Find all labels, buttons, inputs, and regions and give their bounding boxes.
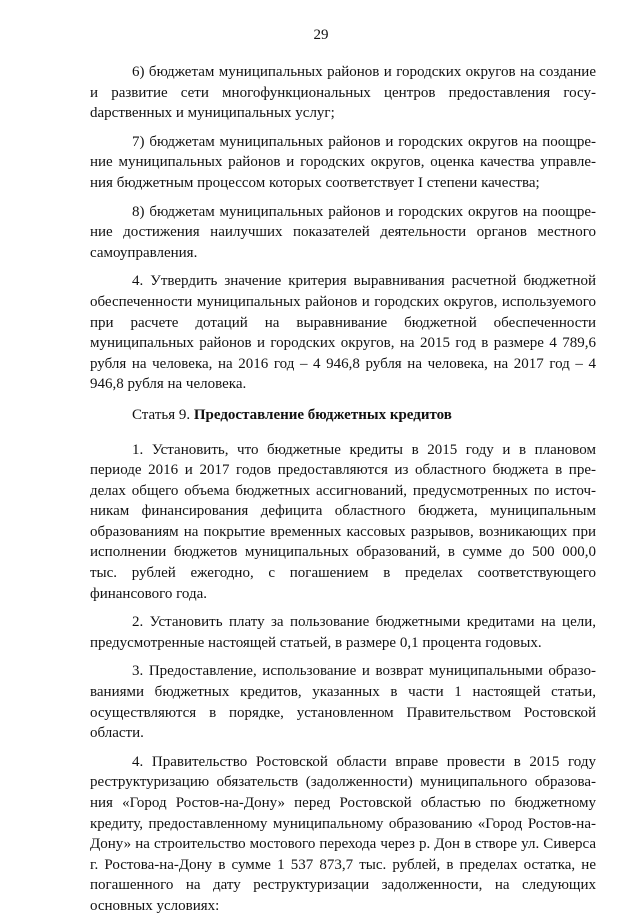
article-heading: [90, 405, 596, 426]
paragraph-article9-point-1: 1. Установить, что бюджетные кредиты в 2015 году и в плановом периоде 2016 и 2017 годов предоставляются из областного бюджета в пределах общего объема бюджетных ассигнований, предусмотренных по источникам финансирования дефицита областного бюджета, муниципальным образованиям на покрытие временных кассовых разрывов, возникающих при исполнении бюджетов муниципальных образований, в сумме до 500 000,0 тыс. рублей ежегодно, с погашением в пределах соответствующего финансового года.: [90, 441, 596, 602]
paragraph-item-6: 6) бюджетам муниципальных районов и городских округов на создание и развитие сети многофункциональных центров предоставления госуdарственных и муниципальных услуг;: [90, 64, 596, 122]
paragraph-point-4-criterion: 4. Утвердить значение критерия выравнивания расчетной бюджетной обеспеченности муниципальных районов и городских округов, используемого при расчете дотаций на выравнивание бюджетной обеспеченности муниципальных районов и городских округов, на 2015 год в размере 4 789,6 рубля на человека, на 2016 год – 4 946,8 рубля на человека, на 2017 год – 4 946,8 рубля на человека.: [90, 273, 596, 393]
paragraph-item-7: 7) бюджетам муниципальных районов и городских округов на поощрение муниципальных районов и городских округов, оценка качества управления бюджетным процессом которых соответствует I степени качества;: [90, 133, 596, 191]
article-title: Предоставление бюджетных кредитов: [193, 406, 452, 423]
paragraph-article9-point-2: 2. Установить плату за пользование бюджетными кредитами на цели, предусмотренные настоящей статьей, в размере 0,1 процента годовых.: [90, 614, 596, 651]
paragraph-item-8: 8) бюджетам муниципальных районов и городских округов на поощрение достижения наилучших показателей деятельности органов местного самоуправления.: [90, 203, 596, 261]
article-number: Статья 9.: [132, 406, 194, 423]
paragraph-article9-point-4: 4. Правительство Ростовской области вправе провести в 2015 году реструктуризацию обязательств (задолженности) муниципального образования «Город Ростов-на-Дону» перед Ростовской областью по бюджетному кредиту, предоставленному муниципальному образованию «Город Ростов-на-Дону» на строительство мостового перехода через р. Дон в створе ул. Сиверса г. Ростова-на-Дону в сумме 1 537 873,7 тыс. рублей, в пределах остатка, не погашенного на дату реструктуризации задолженности, на следующих основных условиях:: [90, 753, 596, 914]
paragraph-article9-point-3: 3. Предоставление, использование и возврат муниципальными образованиями бюджетных кредитов, указанных в части 1 настоящей статьи, осуществляются в порядке, установленном Правительством Ростовской области.: [90, 663, 596, 742]
page-number: 29: [313, 27, 329, 43]
